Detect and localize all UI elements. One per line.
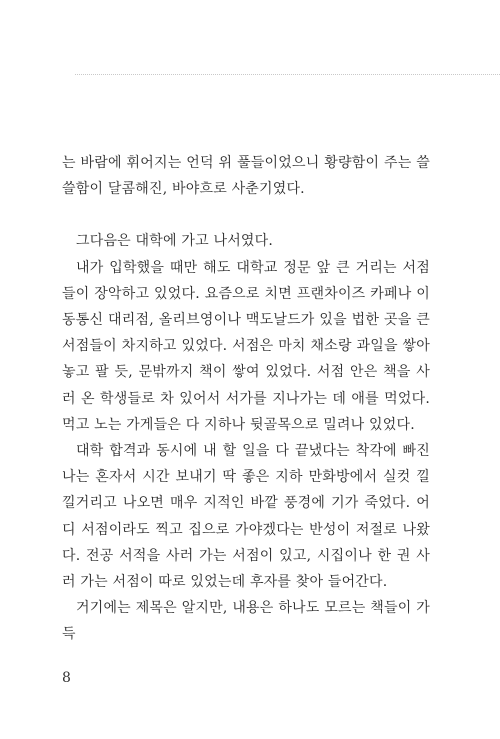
body-text <box>62 150 430 648</box>
section-gap <box>62 202 430 228</box>
top-dotted-rule <box>75 74 500 75</box>
paragraph-continued: 는 바람에 휘어지는 언덕 위 풀들이었으니 황량함이 주는 쓸쓸함이 달콤해진, 바야흐로 사춘기였다. <box>62 155 430 198</box>
paragraph: 대학 합격과 동시에 내 할 일을 다 끝냈다는 착각에 빠진 나는 혼자서 시간 보내기 딱 좋은 지하 만화방에서 실컷 낄낄거리고 나오면 매우 지적인 바깥 풍경에 기가 죽었다. 어디 서점이라도 찍고 집으로 가야겠다는 반성이 저절로 나왔다. 전공 서적을 사러 가는 서점이 있고, 시집이나 한 권 사러 가는 서점이 따로 있었는데 후자를 찾아 들어간다. <box>62 443 430 591</box>
page-number: 8 <box>62 670 71 686</box>
paragraph: 거기에는 제목은 알지만, 내용은 하나도 모르는 책들이 가득 <box>62 600 430 643</box>
paragraph: 내가 입학했을 때만 해도 대학교 정문 앞 큰 거리는 서점들이 장악하고 있었다. 요즘으로 치면 프랜차이즈 카페나 이동통신 대리점, 올리브영이나 맥도날드가 있을 법한 곳을 큰 서점들이 차지하고 있었다. 서점은 마치 채소랑 과일을 쌓아놓고 팔 듯, 문밖까지 책이 쌓여 있었다. 서점 안은 책을 사러 온 학생들로 차 있어서 서가를 지나가는 데 애를 먹었다. 먹고 노는 가게들은 다 지하나 뒷골목으로 밀려나 있었다. <box>62 259 430 433</box>
paragraph: 그다음은 대학에 가고 나서였다. <box>76 233 274 250</box>
